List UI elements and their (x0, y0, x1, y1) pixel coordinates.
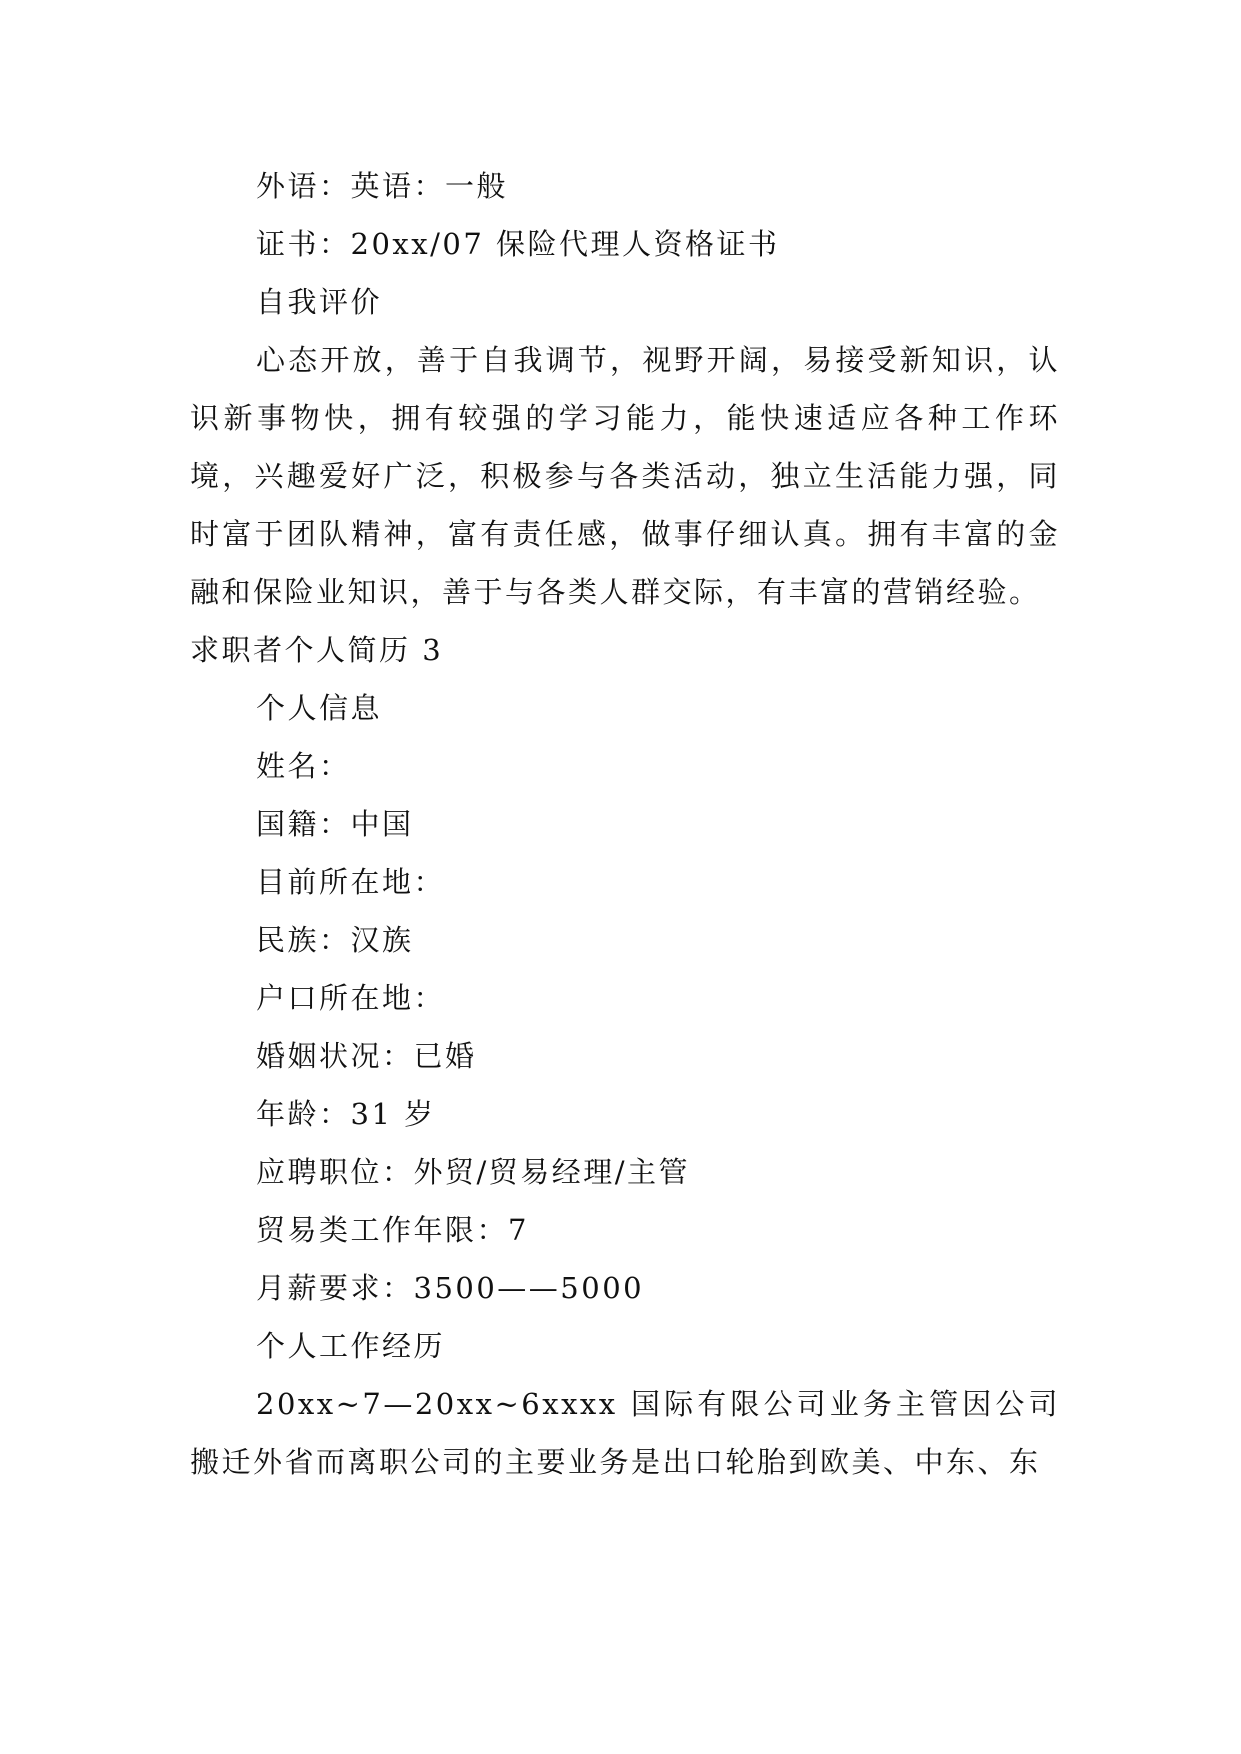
work-history-heading: 个人工作经历 (256, 1329, 446, 1363)
info-line-position: 应聘职位：外贸/贸易经理/主管 (256, 1155, 691, 1189)
info-line-salary: 月薪要求：3500——5000 (256, 1271, 645, 1305)
resume-section-title: 求职者个人简历 3 (190, 633, 444, 667)
certificate-line: 证书：20xx/07 保险代理人资格证书 (256, 227, 780, 261)
info-line-marital-status: 婚姻状况：已婚 (256, 1039, 477, 1073)
personal-info-heading: 个人信息 (256, 691, 383, 725)
info-line-age: 年龄：31 岁 (256, 1097, 436, 1131)
info-line-ethnicity: 民族：汉族 (256, 923, 414, 957)
info-line-nationality: 国籍：中国 (256, 807, 414, 841)
info-line-trade-experience: 贸易类工作年限：7 (256, 1213, 529, 1247)
info-line-current-location: 目前所在地： (256, 865, 446, 899)
foreign-language-line: 外语：英语：一般 (256, 169, 509, 203)
document-body (190, 157, 1060, 1491)
info-line-name: 姓名： (256, 749, 351, 783)
info-line-household-registration: 户口所在地： (256, 981, 446, 1015)
work-history-paragraph: 20xx~7—20xx~6xxxx 国际有限公司业务主管因公司搬迁外省而离职公司的主要业务是出口轮胎到欧美、中东、东 (190, 1387, 1060, 1479)
self-evaluation-paragraph: 心态开放，善于自我调节，视野开阔，易接受新知识，认识新事物快，拥有较强的学习能力，能快速适应各种工作环境，兴趣爱好广泛，积极参与各类活动，独立生活能力强，同时富于团队精神，富有责任感，做事仔细认真。拥有丰富的金融和保险业知识，善于与各类人群交际，有丰富的营销经验。 (190, 343, 1060, 609)
self-evaluation-heading: 自我评价 (256, 285, 383, 319)
